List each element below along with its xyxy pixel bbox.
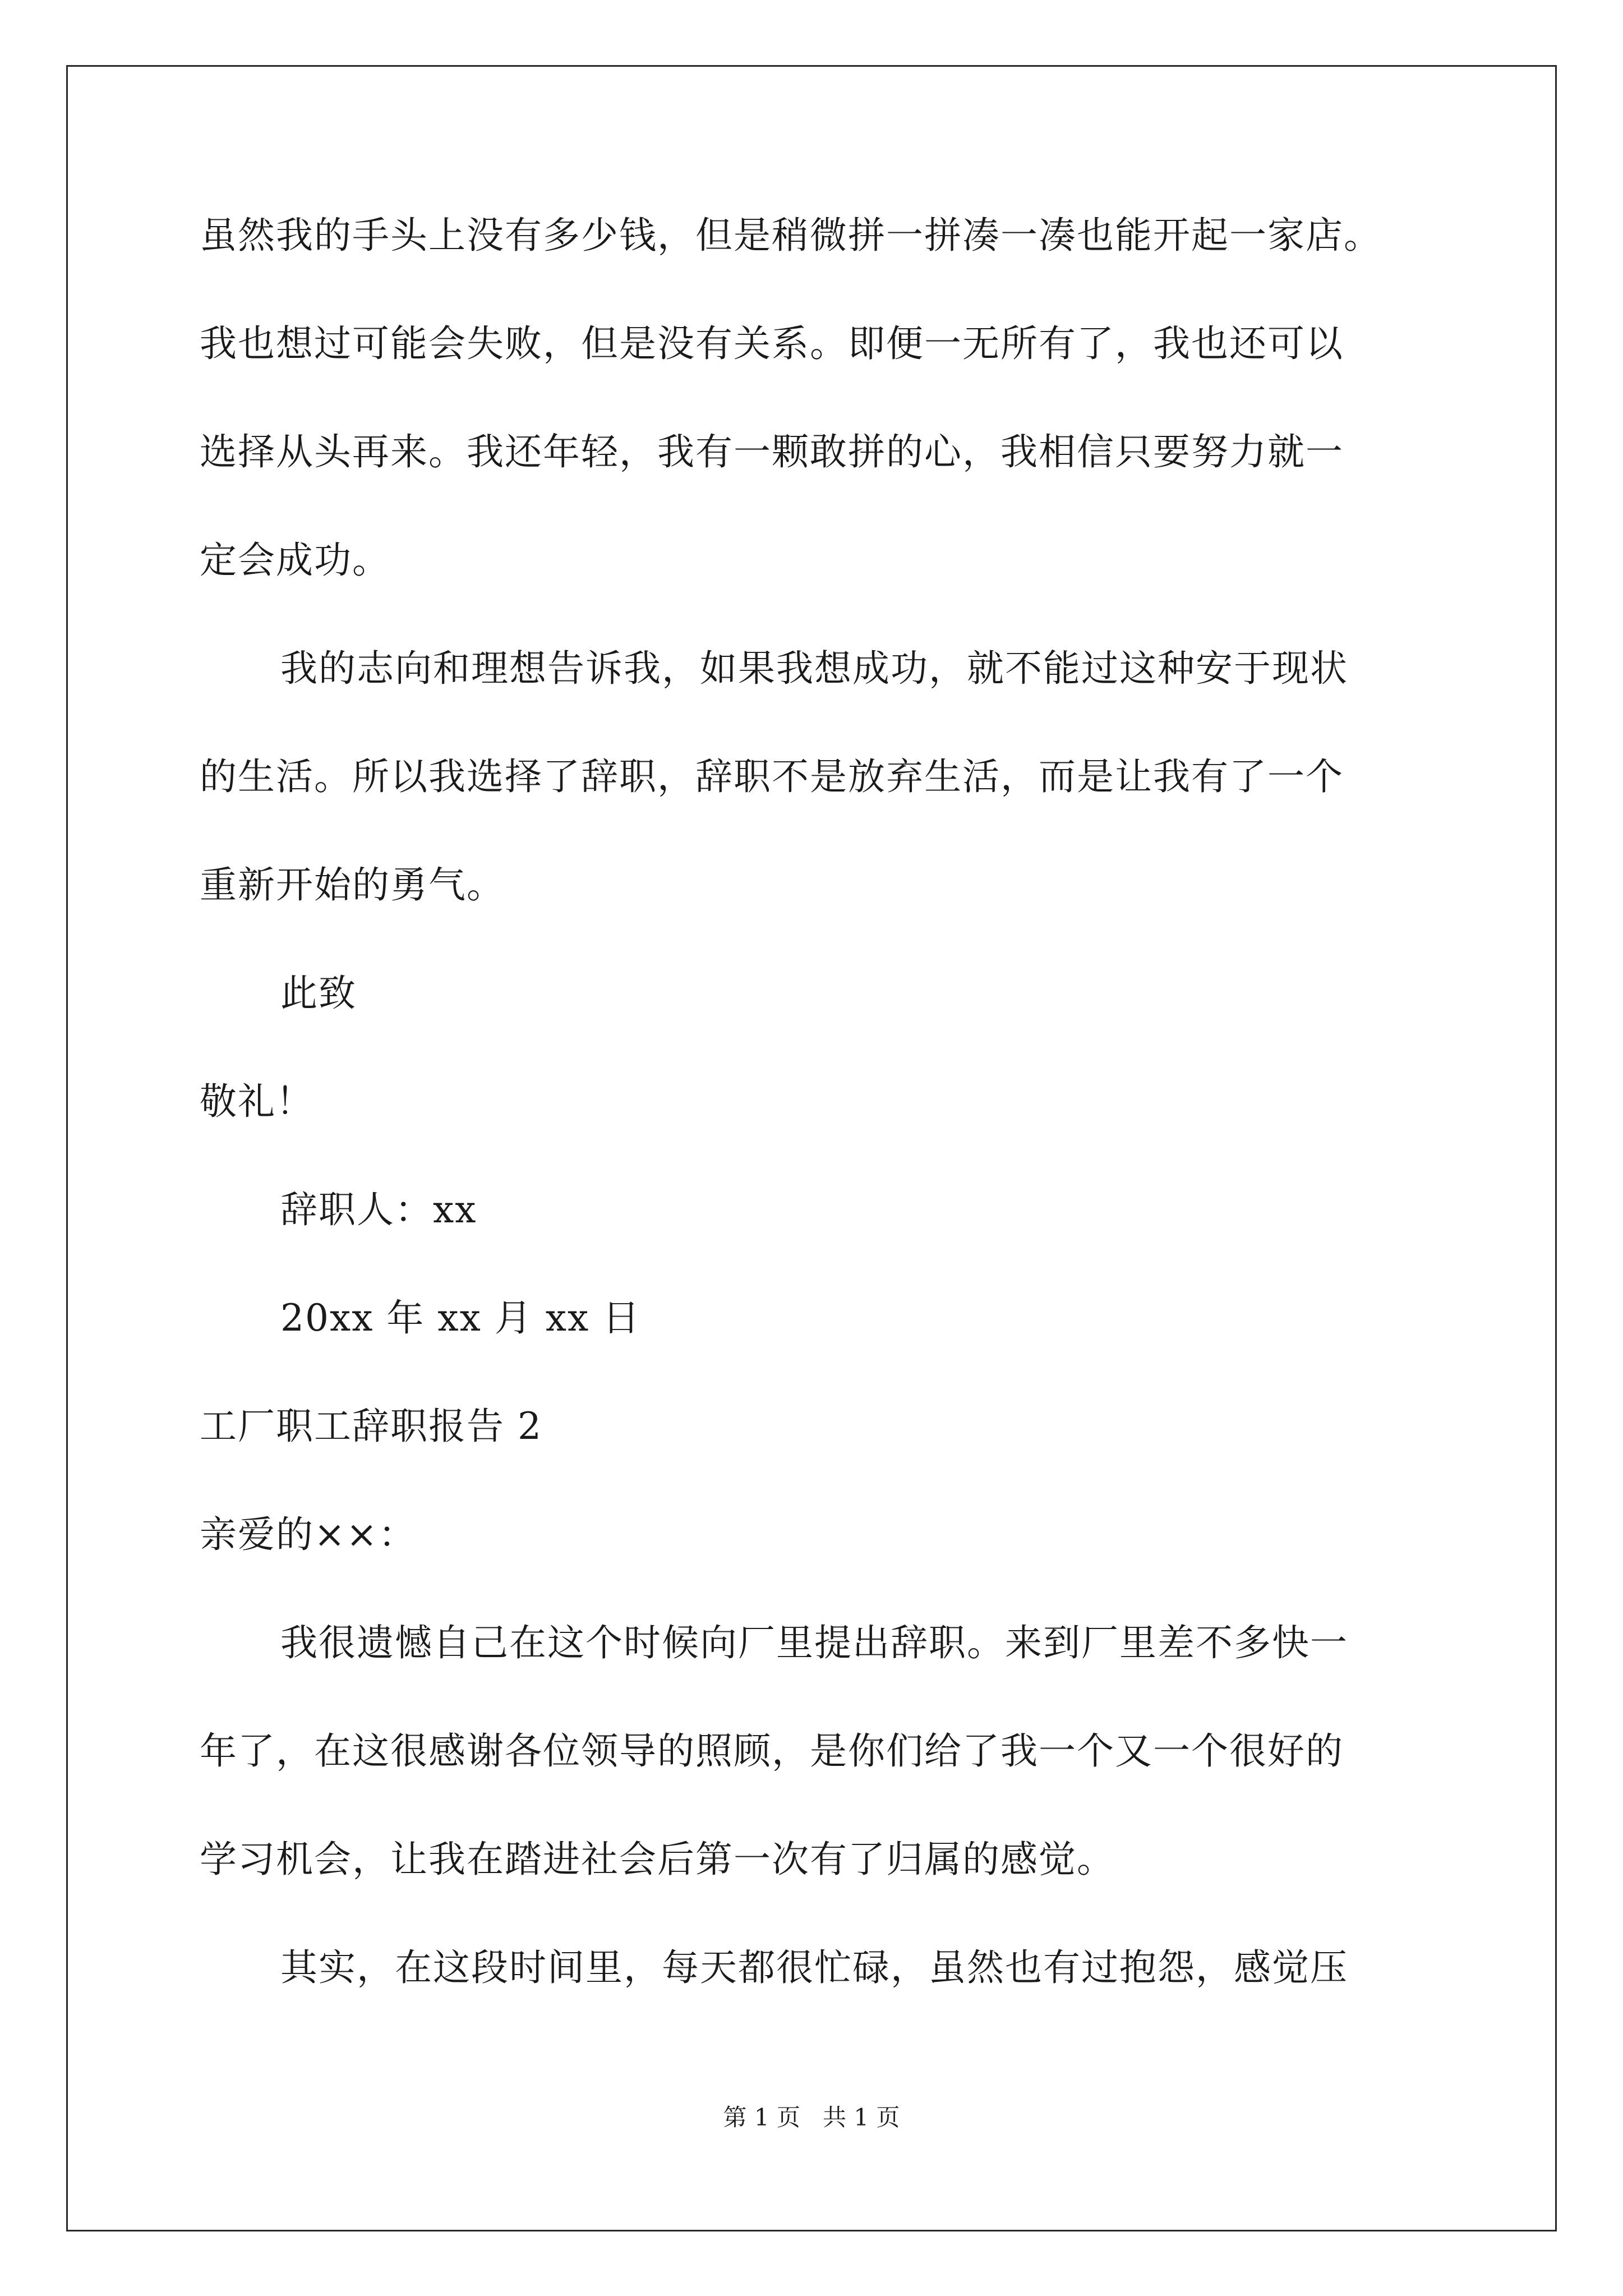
page-number-footer: 第 1 页 共 1 页 [723, 2104, 900, 2131]
signature-name: 辞职人：xx [280, 1188, 477, 1231]
closing-salutation: 此致 [280, 972, 357, 1015]
body-line: 其实，在这段时间里，每天都很忙碌，虽然也有过抱怨，感觉压 [280, 1946, 1348, 1989]
body-line: 年了，在这很感谢各位领导的照顾，是你们给了我一个又一个很好的 [200, 1729, 1344, 1773]
body-line: 的生活。所以我选择了辞职，辞职不是放弃生活，而是让我有了一个 [200, 755, 1344, 798]
signature-date: 20xx 年 xx 月 xx 日 [280, 1296, 641, 1340]
body-line: 定会成功。 [200, 539, 390, 582]
body-line: 我很遗憾自己在这个时候向厂里提出辞职。来到厂里差不多快一 [280, 1621, 1348, 1664]
body-line: 选择从头再来。我还年轻，我有一颗敢拼的心，我相信只要努力就一 [200, 430, 1344, 473]
body-line: 虽然我的手头上没有多少钱，但是稍微拼一拼凑一凑也能开起一家店。 [200, 214, 1382, 257]
body-line: 我的志向和理想告诉我，如果我想成功，就不能过这种安于现状 [280, 647, 1348, 690]
page-border [66, 65, 1557, 2231]
greeting: 亲爱的××： [200, 1513, 417, 1556]
body-line: 我也想过可能会失败，但是没有关系。即便一无所有了，我也还可以 [200, 322, 1344, 365]
body-line: 学习机会，让我在踏进社会后第一次有了归属的感觉。 [200, 1838, 1115, 1881]
section-heading: 工厂职工辞职报告 2 [200, 1405, 542, 1448]
body-line: 重新开始的勇气。 [200, 863, 505, 907]
closing-respect: 敬礼！ [200, 1080, 314, 1123]
